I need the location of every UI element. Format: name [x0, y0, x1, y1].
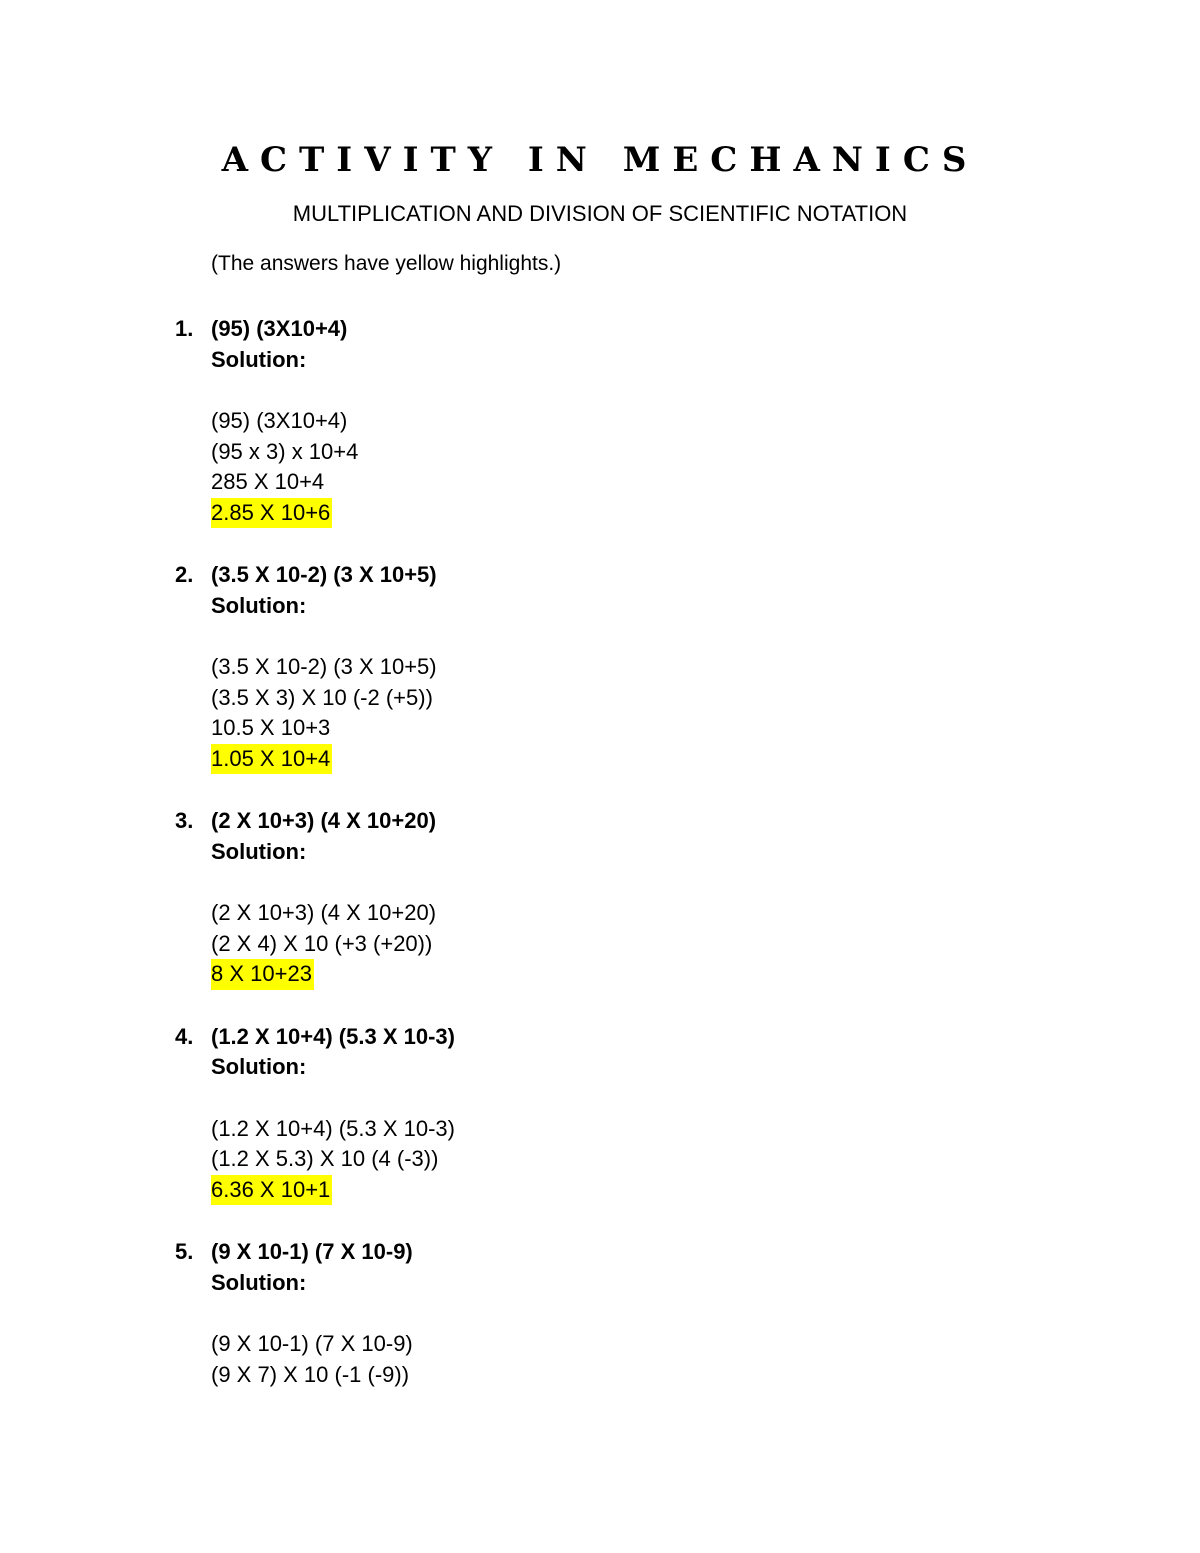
solution-steps: [211, 1114, 1200, 1206]
highlighted-answer: 2.85 X 10+6: [211, 498, 332, 529]
solution-steps: [211, 898, 1200, 990]
problem-1: [0, 314, 1200, 528]
problem-4: [0, 1022, 1200, 1206]
solution-label: Solution:: [211, 838, 307, 864]
solution-steps: [211, 406, 1200, 528]
highlighted-answer: 1.05 X 10+4: [211, 744, 332, 775]
highlighted-answer: 6.36 X 10+1: [211, 1175, 332, 1206]
solution-label: Solution:: [211, 346, 307, 372]
solution-step: (3.5 X 10-2) (3 X 10+5): [211, 654, 437, 679]
problem-number: 2.: [175, 562, 194, 587]
problem-expression: (3.5 X 10-2) (3 X 10+5): [211, 562, 437, 587]
solution-step: (1.2 X 5.3) X 10 (4 (-3)): [211, 1146, 439, 1171]
problem-list: [0, 314, 1200, 1390]
problem-expression: (9 X 10-1) (7 X 10-9): [211, 1239, 413, 1264]
solution-step: (1.2 X 10+4) (5.3 X 10-3): [211, 1115, 455, 1141]
solution-steps: [211, 1329, 1200, 1390]
solution-step: (2 X 10+3) (4 X 10+20): [211, 900, 437, 925]
problem-number: 5.: [175, 1239, 194, 1264]
solution-step: (9 X 7) X 10 (-1 (-9)): [211, 1361, 410, 1387]
answers-note: (The answers have yellow highlights.): [211, 252, 562, 275]
document-title: ACTIVITY IN MECHANICS: [221, 140, 979, 180]
solution-label: Solution:: [211, 1054, 307, 1079]
problem-2: [0, 560, 1200, 774]
problem-number: 1.: [175, 316, 194, 341]
highlighted-answer: 8 X 10+23: [211, 959, 314, 990]
solution-step: (95 x 3) x 10+4: [211, 438, 359, 464]
solution-step: (2 X 4) X 10 (+3 (+20)): [211, 930, 433, 956]
problem-5: [0, 1237, 1200, 1390]
problem-expression: (1.2 X 10+4) (5.3 X 10-3): [211, 1023, 455, 1049]
solution-step: 10.5 X 10+3: [211, 715, 331, 740]
problem-3: [0, 806, 1200, 990]
problem-number: 3.: [175, 808, 194, 833]
solution-label: Solution:: [211, 1269, 307, 1295]
solution-step: 285 X 10+4: [211, 469, 325, 494]
problem-number: 4.: [175, 1023, 194, 1049]
problem-expression: (95) (3X10+4): [211, 316, 348, 341]
document-subtitle: MULTIPLICATION AND DIVISION OF SCIENTIFIC NOTATION: [292, 201, 908, 226]
solution-step: (3.5 X 3) X 10 (-2 (+5)): [211, 684, 433, 710]
solution-label: Solution:: [211, 592, 307, 618]
solution-step: (9 X 10-1) (7 X 10-9): [211, 1331, 413, 1356]
problem-expression: (2 X 10+3) (4 X 10+20): [211, 808, 437, 833]
solution-step: (95) (3X10+4): [211, 408, 348, 433]
solution-steps: [211, 652, 1200, 774]
